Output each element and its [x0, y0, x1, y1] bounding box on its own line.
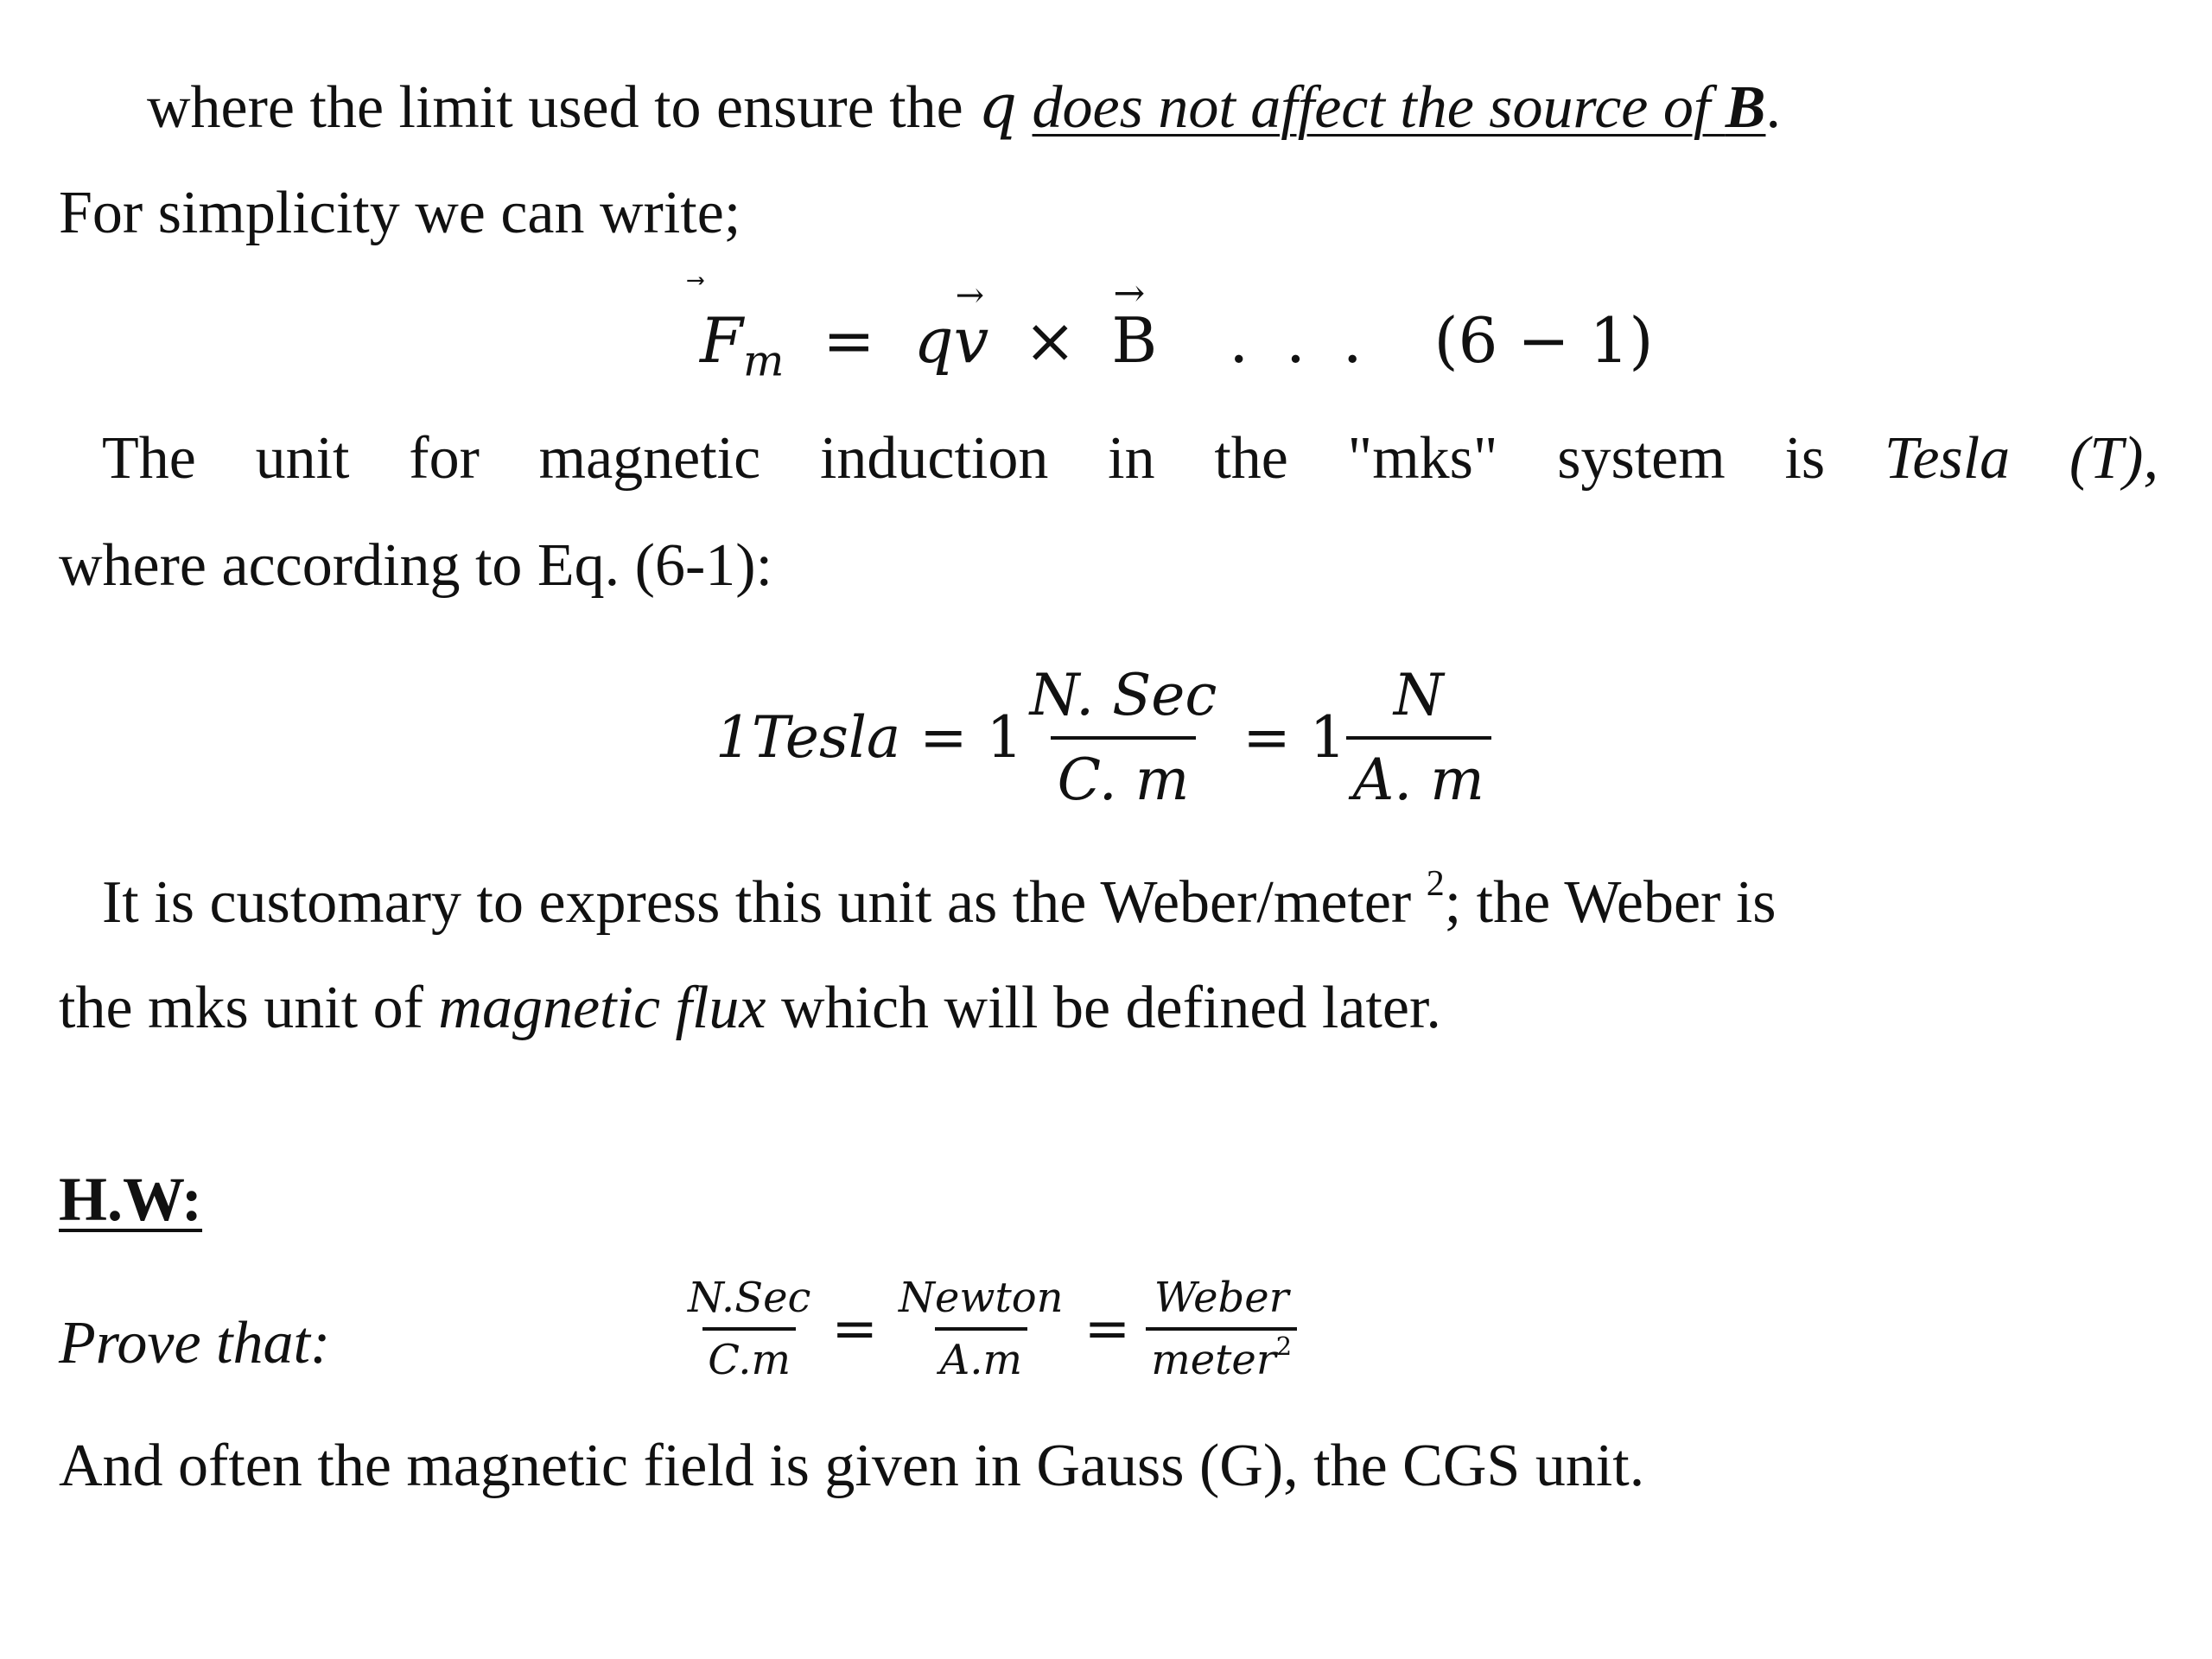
frac-num-nsec: N. Sec [1029, 662, 1217, 728]
eq-q: q [913, 304, 954, 377]
frac-num-n: N [1393, 662, 1444, 728]
text-space [1017, 74, 1033, 141]
vector-arrow-icon: → [1113, 271, 1146, 315]
text-q: q [978, 71, 1018, 142]
prove-num1: N.Sec [688, 1274, 811, 1322]
text-magnetic-flux: magnetic flux [438, 975, 766, 1041]
prove-den2: A.m [935, 1327, 1027, 1381]
eq-F [700, 304, 743, 377]
eq-F-sub: m [742, 335, 785, 386]
frac-den-am: A. m [1346, 736, 1491, 809]
prove-equals1: = [831, 1297, 878, 1361]
fraction-n-am [1346, 662, 1491, 813]
text-customary-post: ; the Weber is [1444, 869, 1777, 936]
vector-arrow-icon: → [955, 276, 985, 315]
prove-num3: Weber [1154, 1274, 1289, 1322]
text-line-customary [102, 863, 1777, 936]
eq-tesla-lhs-text: 1Tesla [715, 704, 901, 771]
eq-v-letter: v [953, 304, 989, 377]
fraction-prove-3 [1146, 1274, 1297, 1384]
text-unit-pre: The unit for magnetic induction in the "mks" system is [102, 425, 1885, 492]
prove-den3-text: meter [1151, 1336, 1276, 1384]
text-mks-post: which will be defined later. [766, 975, 1441, 1041]
equation-prove [683, 1274, 1297, 1384]
frac-den-cm: C. m [1051, 736, 1197, 809]
text-period: . [1765, 74, 1781, 141]
prove-num2: Newton [898, 1274, 1064, 1322]
text-sup-2: 2 [1426, 863, 1445, 904]
fraction-prove-1 [683, 1274, 816, 1384]
eq-equals: = [823, 304, 875, 377]
eq-tesla-coef2: 1 [1309, 704, 1346, 771]
eq-times: × [1024, 304, 1077, 377]
eq-F-letter: F [700, 304, 743, 377]
eq-tesla-equals1: = [919, 704, 968, 771]
eq-B [1111, 271, 1158, 377]
text-limit-pre: where the limit used to ensure the [147, 74, 979, 141]
text-underlined-source [1033, 74, 1766, 141]
prove-den3-sup: 2 [1275, 1332, 1293, 1362]
eq-dots: . . . [1229, 304, 1371, 377]
text-line-according: where according to Eq. (6-1): [59, 532, 773, 599]
eq-B-letter: B [1111, 304, 1158, 377]
text-line-mks-unit [59, 975, 1441, 1041]
fraction-nsec-cm [1023, 662, 1224, 813]
text-line-unit [102, 425, 2158, 492]
eq-tesla-lhs [715, 704, 901, 771]
text-mks-pre: the mks unit of [59, 975, 439, 1041]
prove-equals2: = [1084, 1297, 1131, 1361]
text-line-limit [147, 71, 1781, 142]
prove-label: Prove that: [59, 1310, 331, 1376]
eq-tesla-equals2: = [1243, 704, 1291, 771]
text-tesla-T: Tesla (T), [1884, 425, 2158, 492]
fraction-prove-2 [893, 1274, 1069, 1384]
equation-tesla [715, 662, 1491, 813]
prove-den3 [1146, 1327, 1297, 1384]
text-customary-pre: It is customary to express this unit as the Weber/meter [102, 869, 1427, 936]
text-line-gauss: And often the magnetic field is given in Gauss (G), the CGS unit. [59, 1433, 1645, 1499]
text-line-simplicity: For simplicity we can write; [59, 180, 741, 246]
equation-6-1 [700, 271, 1654, 386]
text-underlined-pre: does not affect the source of [1032, 74, 1726, 141]
eq-number: (6 − 1) [1433, 304, 1654, 377]
eq-v [953, 276, 989, 377]
hw-heading: H.W: [59, 1165, 203, 1234]
eq-tesla-coef1: 1 [986, 704, 1023, 771]
text-bold-B: B [1725, 74, 1766, 141]
prove-den1: C.m [702, 1327, 796, 1381]
